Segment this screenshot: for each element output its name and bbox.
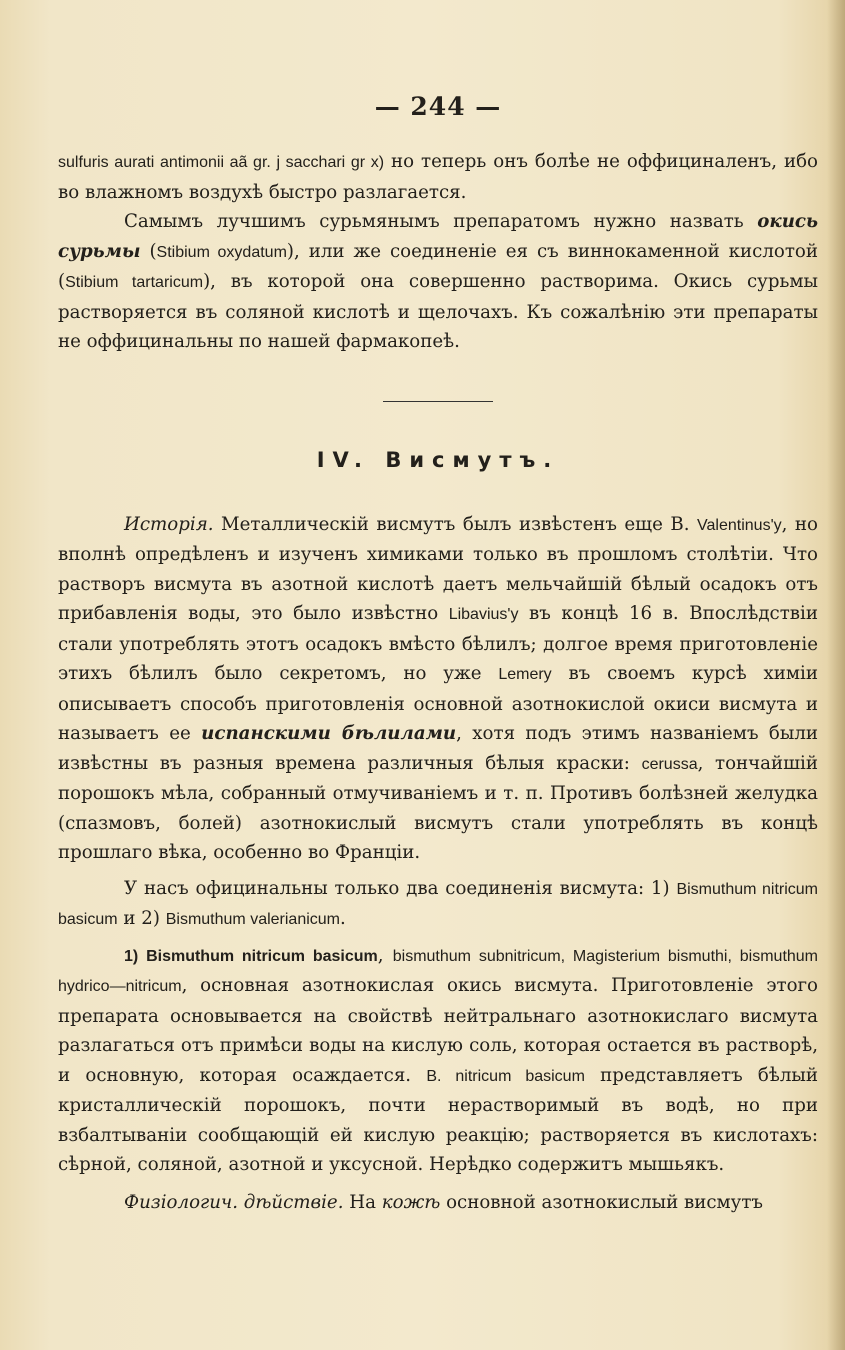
latin-text: Stibium oxydatum	[156, 243, 287, 261]
latin-text: Lemery	[498, 666, 552, 683]
paragraph-text: и 2)	[117, 908, 166, 929]
paragraph-text: основной азотнокислый висмутъ	[440, 1191, 763, 1213]
paragraph-text: но теперь онъ болѣе не оффициналенъ, ибо во влажномъ воздухѣ быстро разлагается.	[58, 151, 818, 203]
emphasis-term: окись сурьмы	[58, 211, 818, 262]
paragraph-text: , основная азотнокислая окись висмута. Приготовленіе этого препарата основывается на свойствѣ нейтральнаго азотнокислаго висмута разлагаться отъ примѣси воды на кислую соль, которая остается въ растворѣ, и основную, которая осаждается.	[58, 975, 818, 1086]
latin-text: B. nitricum basicum	[426, 1067, 585, 1085]
paragraph-text: У насъ официнальны только два соединенія висмута: 1)	[124, 877, 677, 899]
paragraph-physiology	[58, 1188, 818, 1218]
paragraph-official	[58, 874, 818, 935]
latin-text: bismuthum subnitricum, Magisterium bismuthi, bismuthum hydrico—nitricum	[58, 947, 819, 995]
paragraph-text: , но вполнѣ опредѣленъ и изученъ химиками только въ прошломъ столѣтіи. Что растворъ висмута въ азотной кислотѣ даетъ мельчайшій бѣлый осадокъ отъ прибавленія воды, это было извѣстно	[58, 513, 818, 624]
latin-text: cerussa	[641, 755, 698, 773]
page-content	[58, 92, 818, 1217]
paragraph-text: представляетъ бѣлый кристаллическій порошокъ, почти нерастворимый въ водѣ, но при взбалтываніи сообщающій ей кислую реакцію; растворяется въ кислотахъ: сѣрной, соляной, азотной и уксусной. Нерѣдко содержитъ мышьякъ.	[58, 1064, 818, 1175]
paragraph-bismuth-nitricum	[58, 941, 818, 1180]
latin-text: Bismuthum valerianicum	[165, 911, 340, 928]
paragraph-text: , хотя подъ этимъ названіемъ были извѣстны въ разныя времена различныя бѣлыя краски:	[58, 723, 818, 774]
paragraph-text: въ своемъ курсѣ химіи описываетъ способъ приготовленія основной азотнокислой окиси висмута и называетъ ее	[58, 663, 818, 744]
paragraph-text: Металлическій висмутъ былъ извѣстенъ еще B.	[213, 513, 698, 535]
paragraph-text: ), въ которой она совершенно растворима. Окись сурьмы растворяется въ соляной кислотѣ и щелочахъ. Къ сожалѣнію эти препараты не оффицинальны по нашей фармакопеѣ.	[58, 271, 819, 352]
emphasis-term: Исторія.	[124, 513, 214, 535]
emphasis-term: испанскими бѣлилами	[201, 723, 457, 744]
emphasis-term: Физіологич. дѣйствіе.	[124, 1191, 344, 1213]
paragraph-2	[58, 207, 818, 357]
latin-bold-term: 1) Bismuthum nitricum basicum	[124, 947, 378, 965]
paragraph-text: , тончайшій порошокъ мѣла, собранный отмучиваніемъ и т. п. Противъ болѣзней желудка (спазмовъ, болей) азотнокислый висмутъ стали употреблять въ концѣ прошлаго вѣка, особенно во Франціи.	[58, 752, 818, 863]
paragraph-text: ,	[377, 944, 393, 966]
latin-text: sulfuris aurati antimonii aã gr. j sacchari gr x)	[58, 154, 385, 171]
paragraph-text: (	[140, 240, 157, 262]
paragraph-text: На	[343, 1191, 382, 1213]
latin-text: Stibium tartaricum	[65, 274, 204, 291]
paragraph-1	[58, 147, 818, 207]
latin-text: Bismuthum nitricum basicum	[58, 880, 818, 928]
paragraph-text: Самымъ лучшимъ сурьмянымъ препаратомъ нужно назвать	[124, 211, 758, 232]
paragraph-text: ), или же соединеніе ея съ виннокаменной кислотой (	[58, 240, 818, 292]
page-number: — 244 —	[374, 92, 502, 121]
latin-text: Valentinus'y	[697, 516, 782, 534]
section-heading: IV. Висмутъ.	[316, 447, 560, 472]
emphasis-term: кожѣ	[381, 1191, 441, 1213]
paragraph-text: .	[340, 908, 346, 929]
paragraph-history	[58, 510, 818, 868]
section-divider	[383, 401, 493, 402]
latin-text: Libavius'y	[448, 606, 519, 623]
page-binding-shadow	[827, 0, 845, 1350]
paragraph-text: въ концѣ 16 в. Впослѣдствіи стали употреблять этотъ осадокъ вмѣсто бѣлилъ; долгое время приготовленіе этихъ бѣлилъ было секретомъ, но уже	[58, 603, 818, 684]
